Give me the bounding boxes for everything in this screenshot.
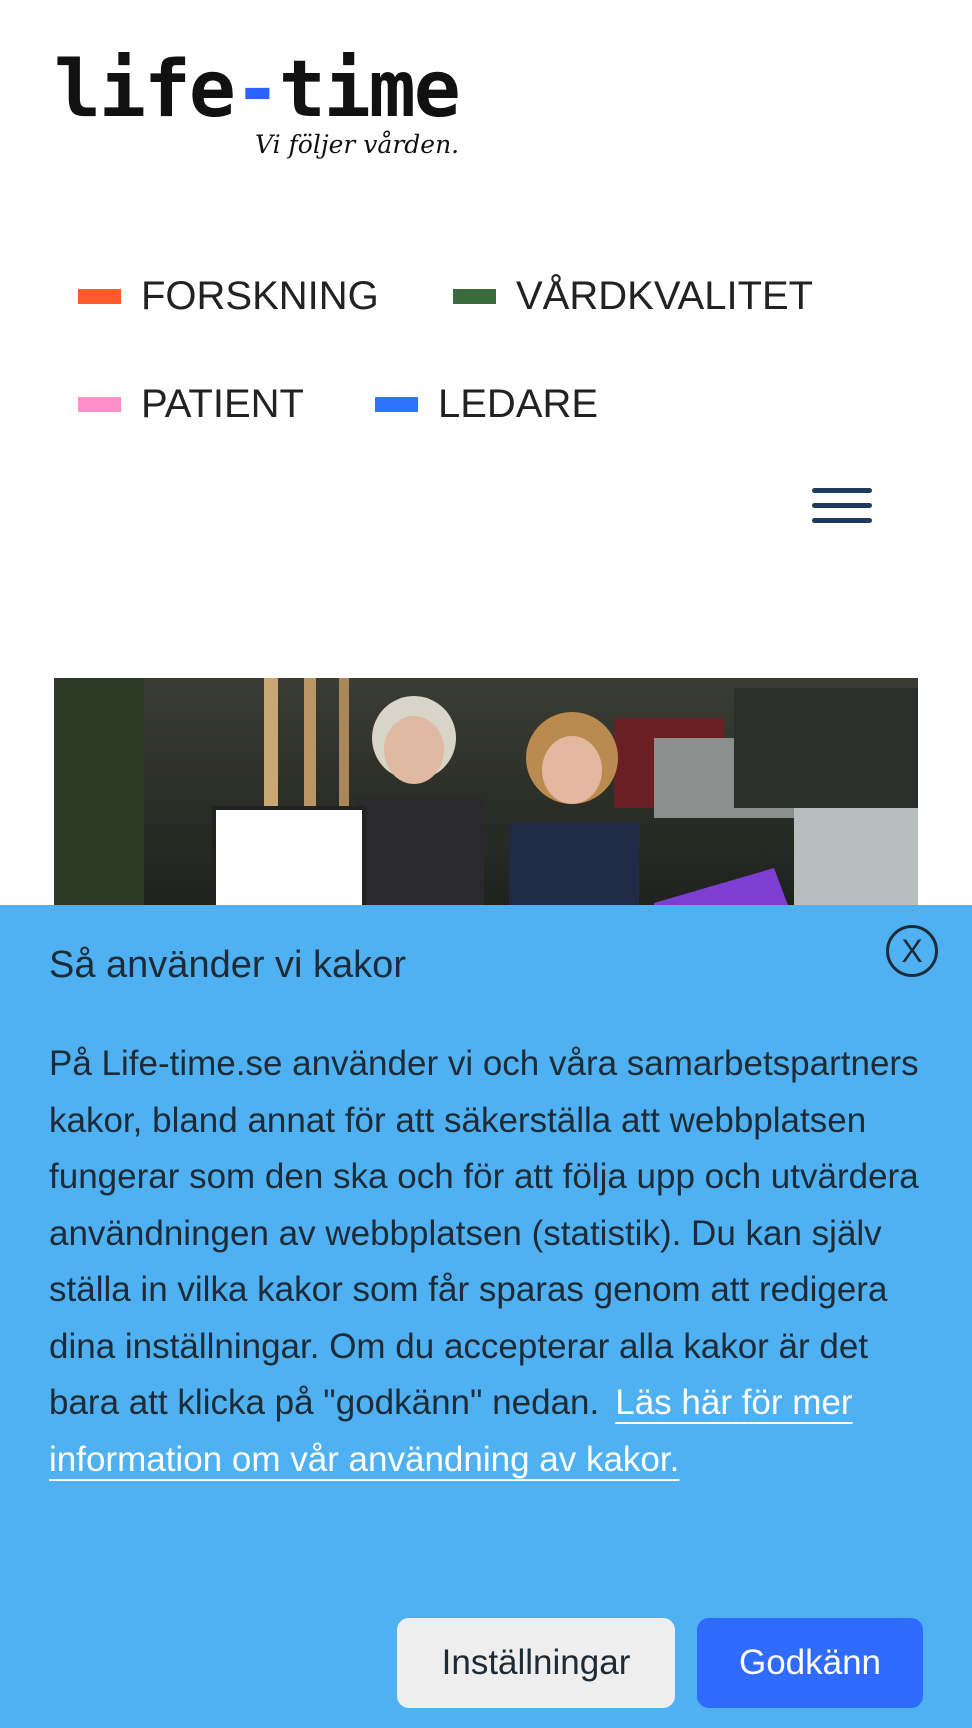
nav-item-label: VÅRDKVALITET (516, 273, 814, 318)
cookie-banner-text (49, 1036, 929, 1488)
cookie-info-link[interactable]: Läs här för mer information om vår användning av kakor. (49, 1383, 853, 1479)
logo-wordmark: life-time (54, 45, 459, 135)
category-color-bar (78, 289, 121, 304)
category-color-bar (78, 397, 121, 412)
nav-item-label: FORSKNING (141, 273, 379, 318)
nav-item-patient[interactable] (78, 374, 304, 434)
article-hero-image[interactable] (54, 678, 918, 908)
hamburger-menu-icon[interactable] (812, 488, 872, 528)
nav-item-label: LEDARE (438, 381, 599, 426)
nav-item-forskning[interactable] (78, 266, 379, 326)
cookie-accept-button[interactable]: Godkänn (697, 1618, 923, 1708)
cookie-description: På Life-time.se använder vi och våra samarbetspartners kakor, bland annat för att säkerställa att webbplatsen fungerar som den ska och för att följa upp och utvärdera användningen av webbplatsen (statistik). Du kan själv ställa in vilka kakor som får sparas genom att redigera dina inställningar. Om du accepterar alla kakor är det bara att klicka på "godkänn" nedan. (49, 1044, 919, 1422)
hero-photo-illustration (54, 678, 918, 908)
cookie-banner-title: Så använder vi kakor (49, 944, 406, 986)
close-icon[interactable]: X (886, 925, 938, 977)
category-color-bar (453, 289, 496, 304)
category-color-bar (375, 397, 418, 412)
cookie-settings-button[interactable]: Inställningar (397, 1618, 675, 1708)
nav-item-ledare[interactable] (375, 374, 598, 434)
nav-item-label: PATIENT (141, 381, 304, 426)
nav-item-vardkvalitet[interactable] (453, 266, 813, 326)
logo-tagline: Vi följer vården. (255, 130, 460, 159)
site-logo[interactable] (54, 45, 460, 162)
